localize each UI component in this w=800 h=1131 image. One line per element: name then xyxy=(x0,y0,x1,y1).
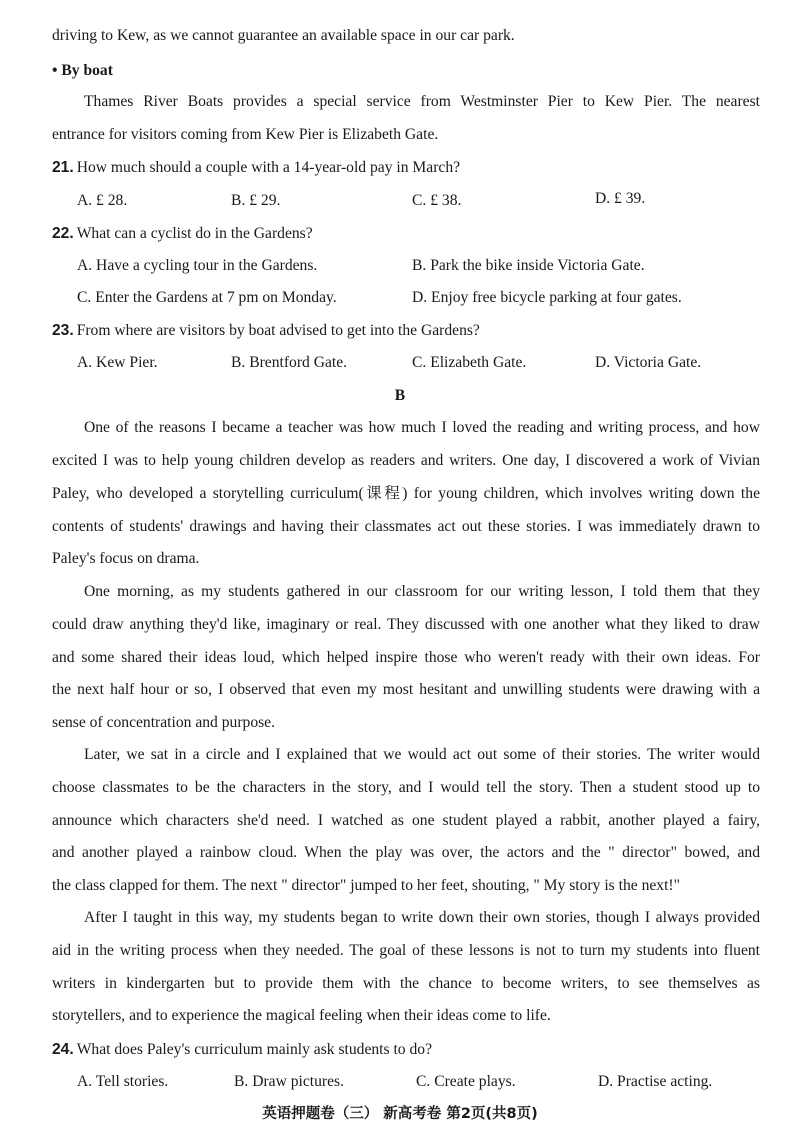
q24-option-b[interactable]: B. Draw pictures. xyxy=(234,1073,344,1090)
para2-line-4: the next half hour or so, I observed that even my most hesitant and unwilling students were drawing with a xyxy=(52,681,760,698)
q24-option-d[interactable]: D. Practise acting. xyxy=(598,1073,713,1090)
para4-line-3: writers in kindergarten but to provide them with the chance to become writers, to see themselves as xyxy=(52,975,760,992)
question-22: 22. What can a cyclist do in the Gardens? xyxy=(52,225,313,242)
boat-paragraph-line-2: entrance for visitors coming from Kew Pier is Elizabeth Gate. xyxy=(52,126,439,143)
by-boat-heading: • By boat xyxy=(52,62,113,79)
q21-option-b[interactable]: B. £ 29. xyxy=(231,192,281,209)
q21-option-a[interactable]: A. £ 28. xyxy=(77,192,128,209)
para4-line-2: aid in the writing process when they needed. The goal of these lessons is not to turn my students into fluent xyxy=(52,942,760,959)
para3-line-4: and another played a rainbow cloud. When the play was over, the actors and the " director" bowed, and xyxy=(52,844,760,861)
para3-line-2: choose classmates to be the characters in the story, and I would tell the story. Then a student stood up to xyxy=(52,779,760,796)
para1-line-4: contents of students' drawings and having their classmates act out these stories. I was immediately drawn to xyxy=(52,518,760,535)
q22-option-a[interactable]: A. Have a cycling tour in the Gardens. xyxy=(77,257,318,274)
q21-option-c[interactable]: C. £ 38. xyxy=(412,192,462,209)
para1-line-2: excited I was to help young children develop as readers and writers. One day, I discovered a work of Vivian xyxy=(52,452,760,469)
question-21: 21. How much should a couple with a 14-year-old pay in March? xyxy=(52,159,461,176)
q21-option-d[interactable]: D. £ 39. xyxy=(595,190,646,207)
q23-option-a[interactable]: A. Kew Pier. xyxy=(77,354,158,371)
para4-line-1: After I taught in this way, my students began to write down their own stories, though I always provided xyxy=(84,909,760,926)
bullet-icon: • xyxy=(52,62,62,79)
q23-option-c[interactable]: C. Elizabeth Gate. xyxy=(412,354,527,371)
q22-option-b[interactable]: B. Park the bike inside Victoria Gate. xyxy=(412,257,645,274)
para3-line-5: the class clapped for them. The next " director" jumped to her feet, shouting, " My story is the next!" xyxy=(52,877,680,894)
car-park-line: driving to Kew, as we cannot guarantee an available space in our car park. xyxy=(52,27,515,44)
question-24: 24. What does Paley's curriculum mainly ask students to do? xyxy=(52,1041,433,1058)
boat-paragraph-line-1: Thames River Boats provides a special service from Westminster Pier to Kew Pier. The nearest xyxy=(84,93,760,110)
para4-line-4: storytellers, and to experience the magical feeling when their ideas come to life. xyxy=(52,1007,551,1024)
q23-option-b[interactable]: B. Brentford Gate. xyxy=(231,354,348,371)
para1-line-3: Paley, who developed a storytelling curriculum(课程) for young children, which involves writing down the xyxy=(52,485,760,502)
question-23: 23. From where are visitors by boat advised to get into the Gardens? xyxy=(52,322,480,339)
section-b-heading: B xyxy=(394,387,406,404)
q24-option-a[interactable]: A. Tell stories. xyxy=(77,1073,169,1090)
q24-option-c[interactable]: C. Create plays. xyxy=(416,1073,516,1090)
para3-line-3: announce which characters she'd need. I watched as one student played a rabbit, another played a fairy, xyxy=(52,812,760,829)
para2-line-3: and some shared their ideas loud, which helped inspire those who weren't ready with their own ideas. For xyxy=(52,649,760,666)
q22-option-d[interactable]: D. Enjoy free bicycle parking at four gates. xyxy=(412,289,682,306)
para2-line-2: could draw anything they'd like, imaginary or real. They discussed with one another what they liked to draw xyxy=(52,616,760,633)
para2-line-1: One morning, as my students gathered in our classroom for our writing lesson, I told them that they xyxy=(84,583,760,600)
q23-option-d[interactable]: D. Victoria Gate. xyxy=(595,354,702,371)
page-footer: 英语押题卷（三） 新高考卷 第2页(共8页) xyxy=(262,1106,538,1122)
para1-line-1: One of the reasons I became a teacher was how much I loved the reading and writing process, and how xyxy=(84,419,760,436)
para3-line-1: Later, we sat in a circle and I explained that we would act out some of their stories. The writer would xyxy=(84,746,760,763)
q22-option-c[interactable]: C. Enter the Gardens at 7 pm on Monday. xyxy=(77,289,337,306)
para1-line-5: Paley's focus on drama. xyxy=(52,550,200,567)
para2-line-5: sense of concentration and purpose. xyxy=(52,714,276,731)
